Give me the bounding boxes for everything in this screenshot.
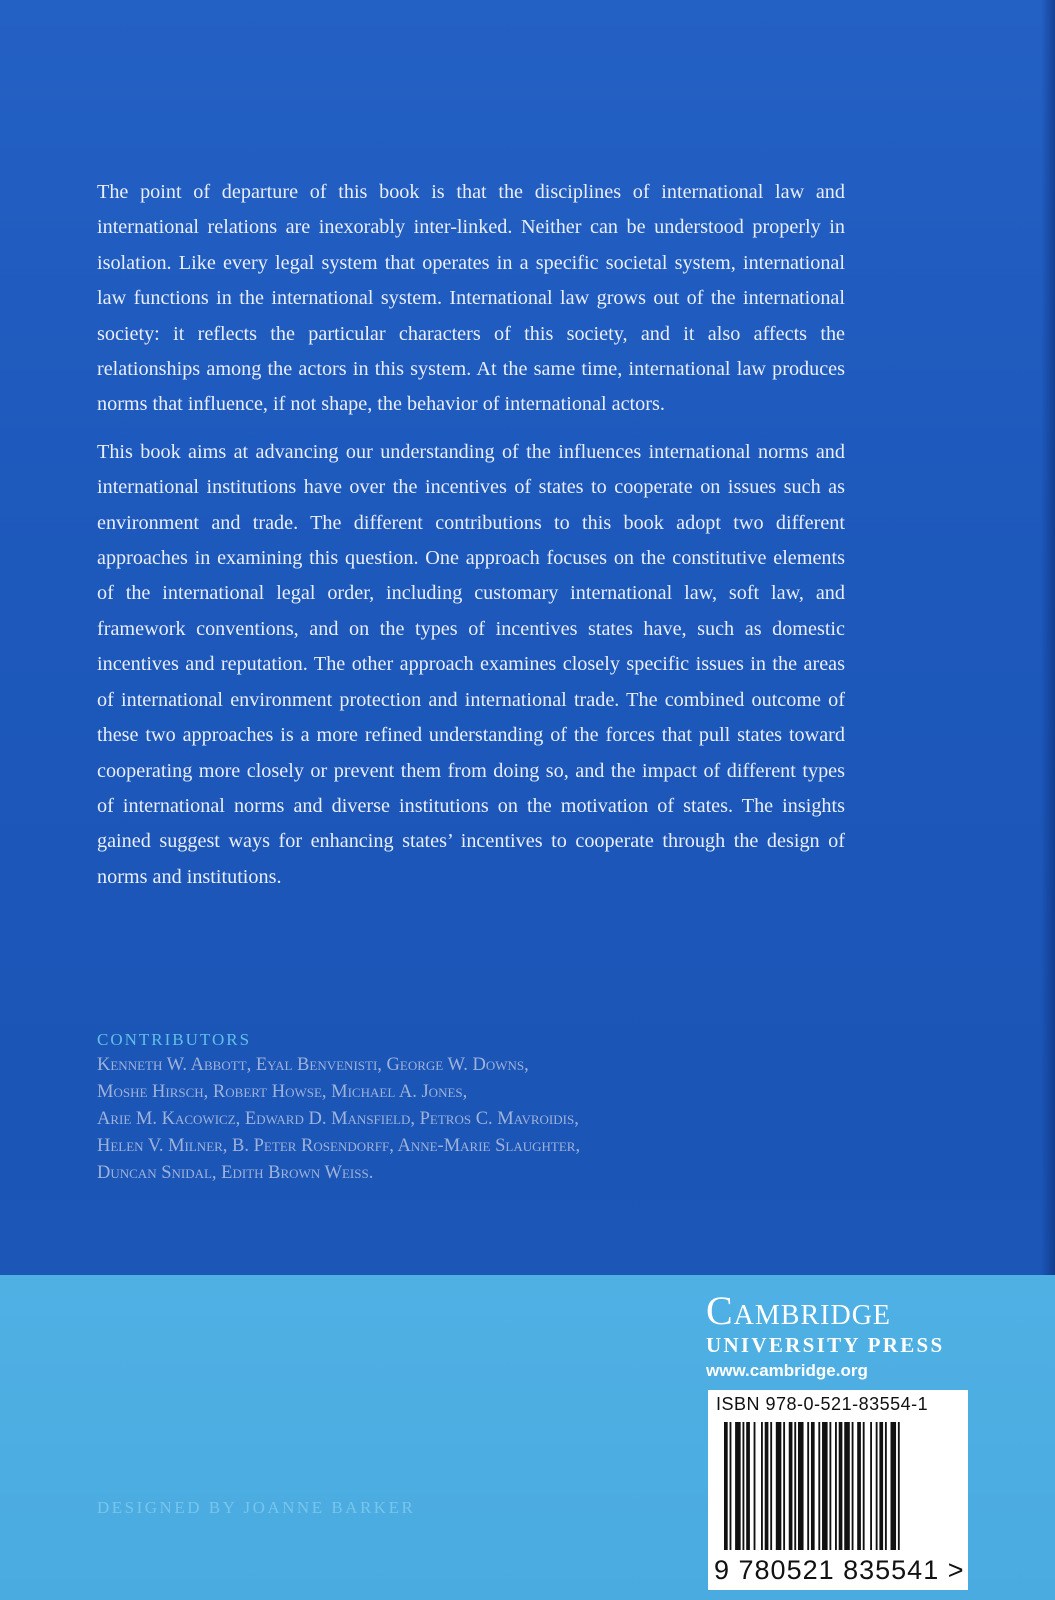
barcode-bar — [730, 1422, 732, 1550]
barcode-bar — [765, 1422, 769, 1550]
barcode-digits: 9 780521 835541 > — [714, 1555, 965, 1585]
barcode-bar — [839, 1422, 843, 1550]
barcode-bar — [852, 1422, 854, 1550]
barcode-bar — [822, 1422, 828, 1550]
barcode-bar — [789, 1422, 793, 1550]
barcode-bar — [857, 1422, 861, 1550]
designer-credit: DESIGNED BY JOANNE BARKER — [97, 1498, 416, 1517]
isbn-barcode-box — [708, 1390, 968, 1590]
barcode-bar — [829, 1422, 831, 1550]
contributors-section — [97, 1028, 857, 1187]
isbn-label: ISBN 978-0-521-83554-1 — [716, 1394, 929, 1414]
barcode-bar — [811, 1422, 815, 1550]
barcode-bar — [746, 1422, 750, 1550]
publisher-url: www.cambridge.org — [706, 1361, 868, 1380]
barcode-bar — [876, 1422, 878, 1550]
barcode-bar — [879, 1422, 883, 1550]
barcode-bar — [776, 1422, 782, 1550]
barcode-bar — [783, 1422, 785, 1550]
blurb-paragraph-1: The point of departure of this book is that the disciplines of international law and international relations are inexorably inter-linked. Neither can be understood properly in isolation. Like every legal system that operates in a specific societal system, international law functions in the international system. International law grows out of the international society: it reflects the particular characters of this society, and it also affects the relationships among the actors in this system. At the same time, international law produces norms that influence, if not shape, the behavior of international actors. — [97, 181, 845, 416]
barcode-bar — [798, 1422, 804, 1550]
barcode-bar — [743, 1422, 745, 1550]
barcode-bar — [818, 1422, 820, 1550]
barcode-bar — [754, 1422, 756, 1550]
barcode-bar — [794, 1422, 796, 1550]
barcode-bar — [844, 1422, 850, 1550]
barcode-bar — [735, 1422, 741, 1550]
bottom-band — [0, 1275, 1055, 1600]
barcode-bar — [724, 1422, 728, 1550]
contributors-line-2: Moshe Hirsch, Robert Howse, Michael A. Jones, — [97, 1082, 468, 1102]
contributors-line-3: Arie M. Kacowicz, Edward D. Mansfield, Petros C. Mavroidis, — [97, 1109, 579, 1129]
barcode-bar — [870, 1422, 872, 1550]
blurb-paragraph-2: This book aims at advancing our understanding of the influences international norms and international institutions have over the incentives of states to cooperate on issues such as environment and trade. The different contributions to this book adopt two different approaches in examining this question. One approach focuses on the constitutive elements of the international legal order, including customary international law, soft law, and framework conventions, and on the types of incentives states have, such as domestic incentives and reputation. The other approach examines closely specific issues in the areas of international environment protection and international trade. The combined outcome of these two approaches is a more refined understanding of the forces that pull states toward cooperating more closely or prevent them from doing so, and the impact of different types of international norms and diverse institutions on the motivation of states. The insights gained suggest ways for enhancing states’ incentives to cooperate through the design of norms and institutions. — [97, 440, 845, 888]
publisher-logo — [706, 1289, 966, 1385]
barcode-bar — [770, 1422, 772, 1550]
barcode-bar — [807, 1422, 809, 1550]
publisher-name: Cambridge — [706, 1288, 892, 1333]
barcode-bar — [885, 1422, 887, 1550]
contributors-heading: CONTRIBUTORS — [97, 1030, 252, 1049]
contributors-line-1: Kenneth W. Abbott, Eyal Benvenisti, George W. Downs, — [97, 1055, 529, 1075]
barcode-bar — [863, 1422, 865, 1550]
publisher-subtitle: UNIVERSITY PRESS — [706, 1333, 945, 1357]
contributors-line-4: Helen V. Milner, B. Peter Rosendorff, Anne-Marie Slaughter, — [97, 1136, 581, 1156]
barcode-bar — [898, 1422, 900, 1550]
contributors-line-5: Duncan Snidal, Edith Brown Weiss. — [97, 1163, 374, 1183]
barcode-bar — [761, 1422, 763, 1550]
barcode-bar — [835, 1422, 837, 1550]
barcode-bar — [891, 1422, 897, 1550]
barcode-image — [724, 1422, 952, 1550]
blurb-text — [97, 175, 845, 895]
